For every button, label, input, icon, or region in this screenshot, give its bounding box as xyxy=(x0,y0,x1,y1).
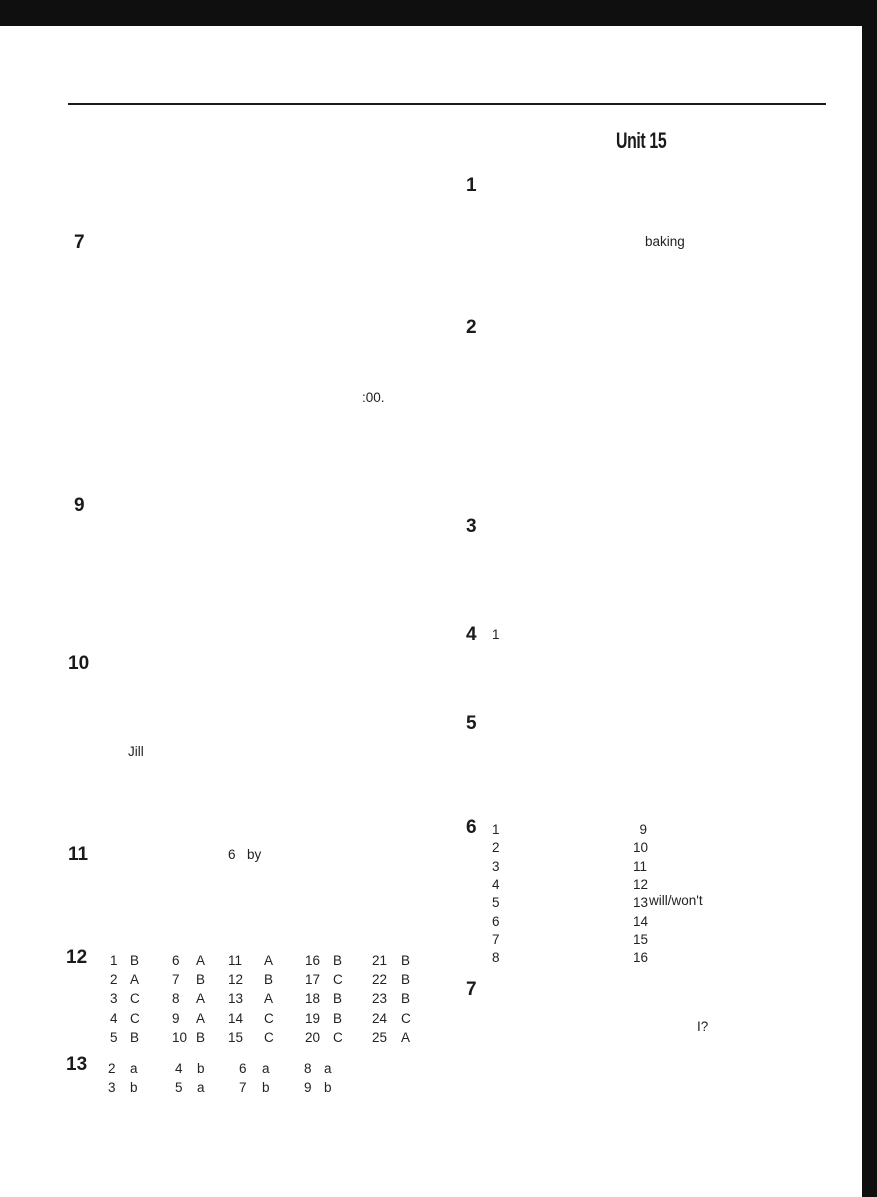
exercise-12-answer: B xyxy=(401,991,411,1007)
exercise-12-answer: B xyxy=(401,953,411,968)
exercise-12-item-number: 16 xyxy=(305,953,321,968)
right-exercise-7-fragment: I? xyxy=(697,1019,709,1034)
exercise-13-answer: b xyxy=(197,1061,205,1076)
exercise-12-answer: B xyxy=(333,991,343,1007)
exercise-12-item-number: 23 xyxy=(372,991,388,1007)
right-exercise-7-number: 7 xyxy=(466,979,477,1000)
exercise-6-item-number: 4 xyxy=(492,876,500,892)
exercise-6-item-number: 7 xyxy=(492,931,500,947)
exercise-13-item-number: 8 xyxy=(304,1061,312,1076)
exercise-12-answer: B xyxy=(196,1029,206,1045)
exercise-6-item-number: 14 xyxy=(633,913,649,929)
exercise-10-number: 10 xyxy=(68,653,90,674)
exercise-12-item-number: 4 xyxy=(110,1010,118,1026)
exercise-12-answer: A xyxy=(264,991,274,1007)
right-black-edge xyxy=(862,26,877,1197)
right-exercise-1-word: baking xyxy=(645,234,685,249)
exercise-12-item-number: 25 xyxy=(372,1029,388,1045)
exercise-13-item-number: 3 xyxy=(108,1080,116,1095)
exercise-12-item-number: 20 xyxy=(305,1029,321,1045)
exercise-6-item-number: 1 xyxy=(492,822,500,837)
exercise-12-answer: C xyxy=(130,1010,140,1026)
exercise-12-answer: C xyxy=(264,1029,274,1045)
exercise-11-word: by xyxy=(247,847,262,862)
right-exercise-2-number: 2 xyxy=(466,317,477,338)
exercise-12-answer: B xyxy=(196,972,206,988)
exercise-12-item-number: 22 xyxy=(372,972,388,988)
header-rule xyxy=(68,103,826,105)
exercise-6-item-number: 15 xyxy=(633,931,649,947)
exercise-12-item-number: 19 xyxy=(305,1010,321,1026)
exercise-13-item-number: 7 xyxy=(239,1080,247,1095)
exercise-12-item-number: 9 xyxy=(172,1010,180,1026)
exercise-13-answer: b xyxy=(324,1080,332,1095)
exercise-6-item-number: 12 xyxy=(633,876,649,892)
exercise-12-item-number: 12 xyxy=(228,972,244,988)
exercise-12-item-number: 5 xyxy=(110,1029,118,1045)
exercise-13-answer: a xyxy=(130,1061,138,1076)
exercise-11-number: 11 xyxy=(68,844,89,865)
exercise-12-item-number: 18 xyxy=(305,991,321,1007)
right-exercise-4-number: 4 xyxy=(466,624,477,645)
exercise-6-item-number: 2 xyxy=(492,840,500,856)
exercise-12-answer: A xyxy=(196,953,206,968)
exercise-12-number: 12 xyxy=(66,947,88,968)
exercise-12-item-number: 7 xyxy=(172,972,180,988)
exercise-13-answer: a xyxy=(197,1080,205,1095)
right-exercise-3-number: 3 xyxy=(466,516,477,537)
exercise-12-answer: B xyxy=(264,972,274,988)
exercise-12-answer: A xyxy=(264,953,274,968)
exercise-12-answer: B xyxy=(333,953,343,968)
right-exercise-4-item: 1 xyxy=(492,627,500,642)
exercise-6-item-number: 9 xyxy=(639,822,647,837)
exercise-10-fragment: Jill xyxy=(128,744,144,759)
exercise-12-item-number: 10 xyxy=(172,1029,188,1045)
exercise-6-item-number: 8 xyxy=(492,950,500,966)
exercise-6-item-number: 11 xyxy=(633,858,648,874)
exercise-12-item-number: 15 xyxy=(228,1029,244,1045)
right-exercise-6-number: 6 xyxy=(466,817,477,838)
exercise-12-answer: A xyxy=(196,1010,206,1026)
exercise-13-answer: b xyxy=(130,1080,138,1095)
exercise-12-answer: B xyxy=(401,972,411,988)
exercise-12-item-number: 3 xyxy=(110,991,118,1007)
right-exercise-1-number: 1 xyxy=(466,175,477,196)
exercise-12-item-number: 14 xyxy=(228,1010,244,1026)
exercise-13-item-number: 4 xyxy=(175,1061,183,1076)
exercise-13-answer: a xyxy=(262,1061,270,1076)
exercise-12-item-number: 1 xyxy=(110,953,118,968)
right-exercise-6-item-13-text: will/won't xyxy=(649,893,703,908)
exercise-13-item-number: 9 xyxy=(304,1080,312,1095)
exercise-6-item-number: 3 xyxy=(492,858,500,874)
exercise-12-answer: C xyxy=(401,1010,411,1026)
exercise-13-item-number: 5 xyxy=(175,1080,183,1095)
exercise-6-item-number: 16 xyxy=(633,950,649,966)
exercise-6-item-number: 5 xyxy=(492,895,500,911)
exercise-12-item-number: 13 xyxy=(228,991,244,1007)
exercise-12-answer: C xyxy=(130,991,140,1007)
exercise-12-answer: C xyxy=(333,972,343,988)
exercise-13-answer: b xyxy=(262,1080,270,1095)
exercise-6-item-number: 13 xyxy=(633,895,649,911)
exercise-12-item-number: 2 xyxy=(110,972,118,988)
exercise-12-answer: A xyxy=(130,972,140,988)
exercise-9-number: 9 xyxy=(74,495,85,516)
exercise-12-answer: B xyxy=(130,1029,140,1045)
exercise-12-answer: C xyxy=(264,1010,274,1026)
exercise-12-answer: A xyxy=(196,991,206,1007)
exercise-6-item-number: 6 xyxy=(492,913,500,929)
exercise-12-item-number: 6 xyxy=(172,953,180,968)
exercise-12-item-number: 21 xyxy=(372,953,388,968)
exercise-7-number: 7 xyxy=(74,232,85,253)
exercise-12-answer: A xyxy=(401,1029,411,1045)
exercise-13-number: 13 xyxy=(66,1054,88,1075)
exercise-13-answer: a xyxy=(324,1061,332,1076)
unit-title: Unit 15 xyxy=(616,128,667,153)
exercise-12-answer: B xyxy=(130,953,140,968)
exercise-13-item-number: 2 xyxy=(108,1061,116,1076)
exercise-12-answer: B xyxy=(333,1010,343,1026)
exercise-12-item-number: 24 xyxy=(372,1010,388,1026)
exercise-12-item-number: 11 xyxy=(228,953,243,968)
exercise-6-item-number: 10 xyxy=(633,840,649,856)
exercise-13-item-number: 6 xyxy=(239,1061,247,1076)
exercise-12-answer: C xyxy=(333,1029,343,1045)
top-black-bar xyxy=(0,0,877,26)
right-exercise-5-number: 5 xyxy=(466,713,477,734)
exercise-12-item-number: 17 xyxy=(305,972,321,988)
exercise-11-item-number: 6 xyxy=(228,847,236,862)
exercise-12-item-number: 8 xyxy=(172,991,180,1007)
exercise-7-fragment: :00. xyxy=(362,390,385,405)
